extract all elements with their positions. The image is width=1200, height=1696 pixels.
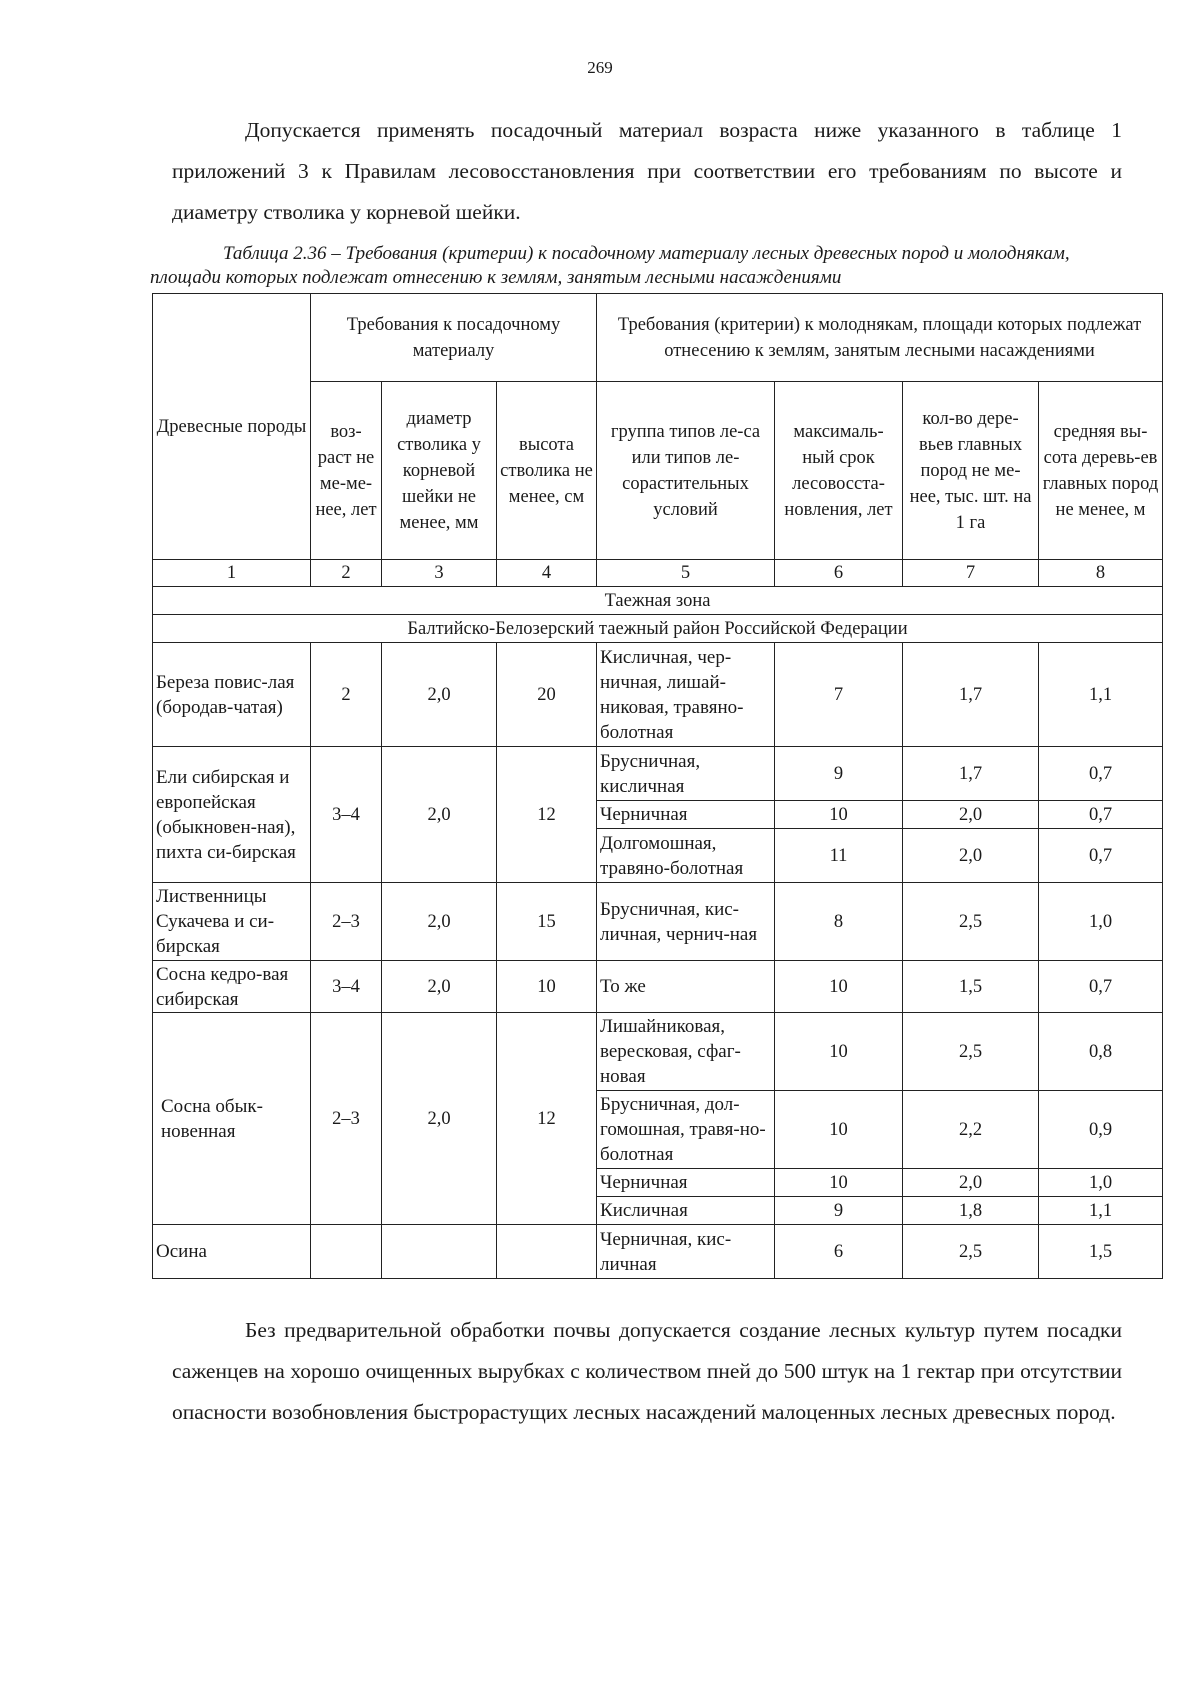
species-cell: Лиственницы Сукачева и си-бирская bbox=[153, 883, 311, 961]
avg-height-cell: 0,8 bbox=[1039, 1013, 1163, 1091]
column-number: 7 bbox=[903, 560, 1039, 587]
term-cell: 6 bbox=[775, 1225, 903, 1279]
zone-row bbox=[153, 587, 1163, 615]
term-cell: 11 bbox=[775, 829, 903, 883]
table-row bbox=[153, 883, 1163, 961]
forest-type-cell: Долгомошная, травяно-болотная bbox=[597, 829, 775, 883]
column-number: 4 bbox=[497, 560, 597, 587]
age-cell: 2 bbox=[311, 643, 382, 747]
forest-type-cell: Черничная, кис-личная bbox=[597, 1225, 775, 1279]
header-avg-height: средняя вы-сота деревь-ев главных пород не менее, м bbox=[1039, 382, 1163, 560]
height-cell: 20 bbox=[497, 643, 597, 747]
closing-paragraph: Без предварительной обработки почвы допускается создание лесных культур путем посадки саженцев на хорошо очищенных вырубках с количеством пней до 500 штук на 1 гектар при отсутствии опасности возобновления быстрорастущих лесных насаждений малоценных лесных древесных пород. bbox=[172, 1318, 1122, 1424]
count-cell: 2,0 bbox=[903, 801, 1039, 829]
header-young-group: Требования (критерии) к молоднякам, площади которых подлежат отнесению к землям, занятым лесными насаждениями bbox=[597, 294, 1163, 382]
header-species: Древесные породы bbox=[153, 294, 311, 560]
age-cell: 2–3 bbox=[311, 1013, 382, 1225]
diameter-cell: 2,0 bbox=[382, 1013, 497, 1225]
height-cell: 10 bbox=[497, 961, 597, 1013]
species-cell: Сосна обык-новенная bbox=[153, 1013, 311, 1225]
zone-label: Таежная зона bbox=[153, 587, 1163, 615]
avg-height-cell: 1,1 bbox=[1039, 1197, 1163, 1225]
diameter-cell: 2,0 bbox=[382, 747, 497, 883]
region-label: Балтийско-Белозерский таежный район Российской Федерации bbox=[153, 615, 1163, 643]
diameter-cell bbox=[382, 1225, 497, 1279]
column-number: 3 bbox=[382, 560, 497, 587]
table-row bbox=[153, 961, 1163, 1013]
header-max-term: максималь-ный срок лесовосста-новления, лет bbox=[775, 382, 903, 560]
avg-height-cell: 0,9 bbox=[1039, 1091, 1163, 1169]
forest-type-cell: Кисличная, чер-ничная, лишай-никовая, травяно-болотная bbox=[597, 643, 775, 747]
page-number: 269 bbox=[587, 58, 613, 77]
count-cell: 2,2 bbox=[903, 1091, 1039, 1169]
forest-type-cell: Брусничная, кис-личная, чернич-ная bbox=[597, 883, 775, 961]
column-number-row bbox=[153, 560, 1163, 587]
forest-type-cell: Черничная bbox=[597, 801, 775, 829]
table-row bbox=[153, 1013, 1163, 1091]
avg-height-cell: 0,7 bbox=[1039, 801, 1163, 829]
forest-type-cell: Брусничная, кисличная bbox=[597, 747, 775, 801]
table-row bbox=[153, 643, 1163, 747]
term-cell: 10 bbox=[775, 1169, 903, 1197]
count-cell: 1,7 bbox=[903, 747, 1039, 801]
count-cell: 2,5 bbox=[903, 883, 1039, 961]
term-cell: 9 bbox=[775, 1197, 903, 1225]
avg-height-cell: 1,5 bbox=[1039, 1225, 1163, 1279]
column-number: 2 bbox=[311, 560, 382, 587]
diameter-cell: 2,0 bbox=[382, 961, 497, 1013]
diameter-cell: 2,0 bbox=[382, 643, 497, 747]
avg-height-cell: 0,7 bbox=[1039, 829, 1163, 883]
avg-height-cell: 1,1 bbox=[1039, 643, 1163, 747]
region-row bbox=[153, 615, 1163, 643]
term-cell: 10 bbox=[775, 801, 903, 829]
avg-height-cell: 0,7 bbox=[1039, 961, 1163, 1013]
count-cell: 2,0 bbox=[903, 829, 1039, 883]
term-cell: 8 bbox=[775, 883, 903, 961]
species-cell: Береза повис-лая (бородав-чатая) bbox=[153, 643, 311, 747]
term-cell: 7 bbox=[775, 643, 903, 747]
avg-height-cell: 1,0 bbox=[1039, 1169, 1163, 1197]
forest-type-cell: То же bbox=[597, 961, 775, 1013]
age-cell: 3–4 bbox=[311, 961, 382, 1013]
term-cell: 10 bbox=[775, 1091, 903, 1169]
height-cell: 15 bbox=[497, 883, 597, 961]
forest-type-cell: Лишайниковая, вересковая, сфаг-новая bbox=[597, 1013, 775, 1091]
species-cell: Ели сибирская и европейская (обыкновен-ная), пихта си-бирская bbox=[153, 747, 311, 883]
requirements-table bbox=[152, 293, 1163, 1279]
diameter-cell: 2,0 bbox=[382, 883, 497, 961]
avg-height-cell: 0,7 bbox=[1039, 747, 1163, 801]
height-cell: 12 bbox=[497, 1013, 597, 1225]
term-cell: 9 bbox=[775, 747, 903, 801]
column-number: 8 bbox=[1039, 560, 1163, 587]
header-forest-type: группа типов ле-са или типов ле-сорастительных условий bbox=[597, 382, 775, 560]
header-diameter: диаметр стволика у корневой шейки не менее, мм bbox=[382, 382, 497, 560]
forest-type-cell: Кисличная bbox=[597, 1197, 775, 1225]
column-number: 1 bbox=[153, 560, 311, 587]
forest-type-cell: Брусничная, дол-гомошная, травя-но-болотная bbox=[597, 1091, 775, 1169]
header-height: высота стволика не менее, см bbox=[497, 382, 597, 560]
count-cell: 1,7 bbox=[903, 643, 1039, 747]
header-tree-count: кол-во дере-вьев главных пород не ме-нее, тыс. шт. на 1 га bbox=[903, 382, 1039, 560]
count-cell: 1,8 bbox=[903, 1197, 1039, 1225]
table-caption: Таблица 2.36 – Требования (критерии) к посадочному материалу лесных древесных пород и молоднякам, площади которых подлежат отнесению к землям, занятым лесными насаждениями bbox=[150, 243, 1070, 288]
age-cell: 2–3 bbox=[311, 883, 382, 961]
count-cell: 2,5 bbox=[903, 1013, 1039, 1091]
species-cell: Осина bbox=[153, 1225, 311, 1279]
height-cell: 12 bbox=[497, 747, 597, 883]
table-row bbox=[153, 1225, 1163, 1279]
age-cell: 3–4 bbox=[311, 747, 382, 883]
intro-paragraph: Допускается применять посадочный материал возраста ниже указанного в таблице 1 приложений 3 к Правилам лесовосстановления при соответствии его требованиям по высоте и диаметру стволика у корневой шейки. bbox=[172, 118, 1122, 224]
table-row bbox=[153, 747, 1163, 801]
count-cell: 2,0 bbox=[903, 1169, 1039, 1197]
count-cell: 2,5 bbox=[903, 1225, 1039, 1279]
column-number: 6 bbox=[775, 560, 903, 587]
species-cell: Сосна кедро-вая сибирская bbox=[153, 961, 311, 1013]
avg-height-cell: 1,0 bbox=[1039, 883, 1163, 961]
age-cell bbox=[311, 1225, 382, 1279]
height-cell bbox=[497, 1225, 597, 1279]
count-cell: 1,5 bbox=[903, 961, 1039, 1013]
header-age: воз-раст не ме-ме-нее, лет bbox=[311, 382, 382, 560]
term-cell: 10 bbox=[775, 961, 903, 1013]
term-cell: 10 bbox=[775, 1013, 903, 1091]
forest-type-cell: Черничная bbox=[597, 1169, 775, 1197]
header-planting-group: Требования к посадочному материалу bbox=[311, 294, 597, 382]
column-number: 5 bbox=[597, 560, 775, 587]
